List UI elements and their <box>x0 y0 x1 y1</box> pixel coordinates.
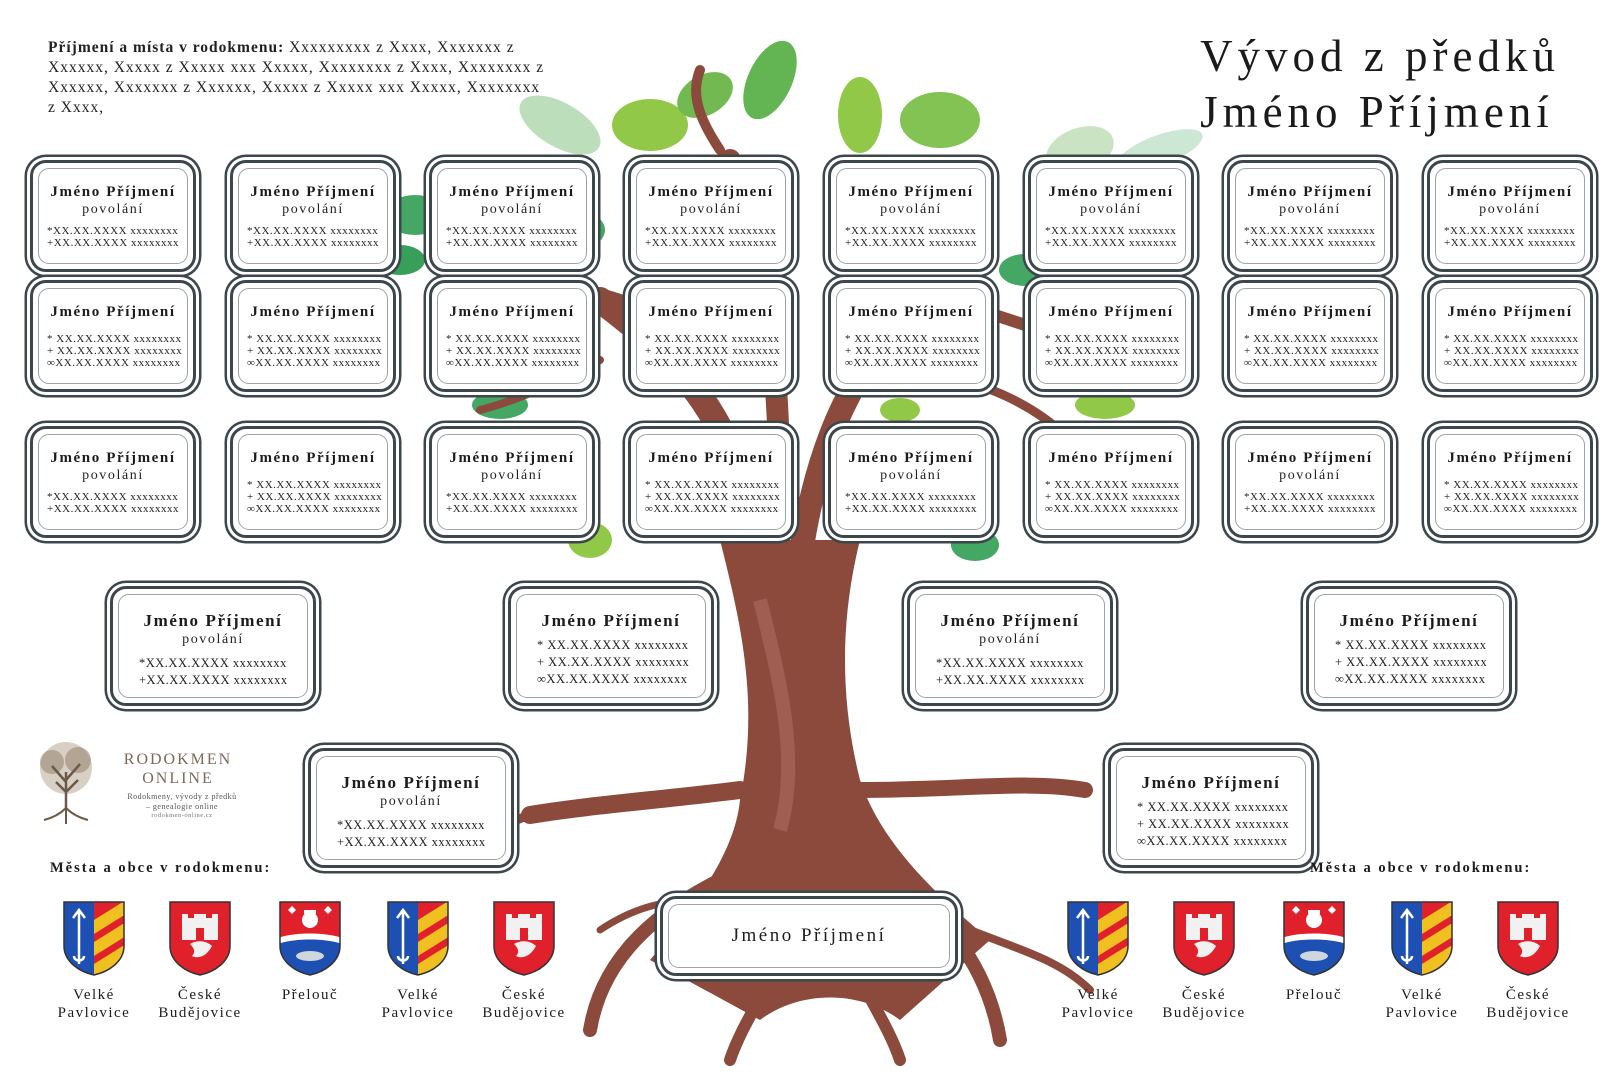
ancestor-occupation: povolání <box>82 468 144 483</box>
death-line: + XX.XX.XXXX xxxxxxxx <box>1137 817 1290 831</box>
town-crest-3 <box>260 900 360 1028</box>
death-line: + XX.XX.XXXX xxxxxxxx <box>1045 491 1181 503</box>
town-name <box>1154 986 1254 1022</box>
town-name-line-1: Velké <box>397 987 439 1003</box>
ancestor-occupation: povolání <box>680 202 742 217</box>
town-name-line-1: Přelouč <box>1285 987 1343 1003</box>
ancestor-occupation: povolání <box>380 794 442 809</box>
ancestor-card-gen4-13 <box>828 280 994 392</box>
town-name <box>150 986 250 1022</box>
marriage-line: ∞XX.XX.XXXX xxxxxxxx <box>47 357 181 369</box>
marriage-line: ∞XX.XX.XXXX xxxxxxxx <box>247 357 381 369</box>
marriage-line: ∞XX.XX.XXXX xxxxxxxx <box>845 357 979 369</box>
birth-line: *XX.XX.XXXX xxxxxxxx <box>247 225 379 237</box>
town-crest-5 <box>474 900 574 1028</box>
parent-card-father <box>308 748 514 868</box>
marriage-line: ∞XX.XX.XXXX xxxxxxxx <box>1045 503 1179 515</box>
ancestor-card-gen3-6 <box>1028 426 1194 538</box>
birth-line: * XX.XX.XXXX xxxxxxxx <box>47 333 182 345</box>
birth-line: *XX.XX.XXXX xxxxxxxx <box>47 491 179 503</box>
death-line: + XX.XX.XXXX xxxxxxxx <box>247 491 383 503</box>
birth-line: *XX.XX.XXXX xxxxxxxx <box>1244 491 1376 503</box>
town-crest-9 <box>1372 900 1472 1028</box>
ancestor-name: Jméno Příjmení <box>1339 611 1479 630</box>
death-line: +XX.XX.XXXX xxxxxxxx <box>936 673 1085 687</box>
town-name <box>474 986 574 1022</box>
ancestor-card-gen4-10 <box>230 280 396 392</box>
town-name-line-2: Budějovice <box>158 1005 242 1021</box>
ancestor-card-gen2-1 <box>110 586 316 706</box>
ancestor-occupation: povolání <box>282 202 344 217</box>
tree-logo-icon <box>30 738 102 826</box>
ancestor-card-gen2-2 <box>508 586 714 706</box>
surnames-label: Příjmení a místa v rodokmenu: <box>48 39 285 56</box>
death-line: +XX.XX.XXXX xxxxxxxx <box>337 835 486 849</box>
ancestor-name: Jméno Příjmení <box>1048 184 1174 200</box>
ancestor-occupation: povolání <box>1080 202 1142 217</box>
ancestor-name: Jméno Příjmení <box>1447 450 1573 466</box>
death-line: + XX.XX.XXXX xxxxxxxx <box>1335 655 1488 669</box>
town-name-line-2: Pavlovice <box>1061 1005 1135 1021</box>
birth-line: * XX.XX.XXXX xxxxxxxx <box>1444 333 1579 345</box>
ancestor-name: Jméno Příjmení <box>648 184 774 200</box>
ancestor-name: Jméno Příjmení <box>648 450 774 466</box>
ancestor-name: Jméno Příjmení <box>50 450 176 466</box>
velke-pavlovice-crest-icon <box>1066 900 1130 976</box>
town-name-line-2: Budějovice <box>1162 1005 1246 1021</box>
surnames-list <box>48 38 548 118</box>
birth-line: *XX.XX.XXXX xxxxxxxx <box>446 491 578 503</box>
marriage-line: ∞XX.XX.XXXX xxxxxxxx <box>446 357 580 369</box>
town-name <box>1478 986 1578 1022</box>
death-line: + XX.XX.XXXX xxxxxxxx <box>1444 491 1580 503</box>
ancestor-name: Jméno Příjmení <box>50 304 176 320</box>
ancestor-name: Jméno Příjmení <box>1247 304 1373 320</box>
town-name <box>1372 986 1472 1022</box>
ancestor-card-gen4-9 <box>30 280 196 392</box>
birth-line: * XX.XX.XXXX xxxxxxxx <box>446 333 581 345</box>
town-name-line-2: Pavlovice <box>1385 1005 1459 1021</box>
death-line: + XX.XX.XXXX xxxxxxxx <box>1045 345 1181 357</box>
logo-title-line-2: ONLINE <box>142 770 214 787</box>
ancestor-card-gen4-3 <box>429 160 595 272</box>
death-line: +XX.XX.XXXX xxxxxxxx <box>446 237 579 249</box>
ancestor-card-gen3-3 <box>429 426 595 538</box>
ancestor-name: Jméno Příjmení <box>449 304 575 320</box>
ancestor-name: Jméno Příjmení <box>250 450 376 466</box>
towns-label-left: Města a obce v rodokmenu: <box>50 860 272 876</box>
birth-line: * XX.XX.XXXX xxxxxxxx <box>645 479 780 491</box>
death-line: + XX.XX.XXXX xxxxxxxx <box>645 345 781 357</box>
birth-line: * XX.XX.XXXX xxxxxxxx <box>247 479 382 491</box>
birth-line: * XX.XX.XXXX xxxxxxxx <box>1045 479 1180 491</box>
death-line: +XX.XX.XXXX xxxxxxxx <box>446 503 579 515</box>
death-line: +XX.XX.XXXX xxxxxxxx <box>645 237 778 249</box>
death-line: + XX.XX.XXXX xxxxxxxx <box>1444 345 1580 357</box>
logo-subtitle <box>112 792 252 821</box>
death-line: +XX.XX.XXXX xxxxxxxx <box>47 503 180 515</box>
root-person-name: Jméno Příjmení <box>731 925 887 946</box>
ceske-budejovice-crest-icon <box>1172 900 1236 976</box>
birth-line: *XX.XX.XXXX xxxxxxxx <box>47 225 179 237</box>
ancestor-name: Jméno Příjmení <box>1447 184 1573 200</box>
logo-subtitle-line-1: Rodokmeny, vývody z předků <box>127 792 237 801</box>
town-name-line-2: Budějovice <box>482 1005 566 1021</box>
prelouc-crest-icon <box>1282 900 1346 976</box>
ancestor-name: Jméno Příjmení <box>1048 304 1174 320</box>
ancestor-card-gen4-11 <box>429 280 595 392</box>
birth-line: * XX.XX.XXXX xxxxxxxx <box>537 638 689 652</box>
town-name-line-1: České <box>177 987 223 1003</box>
death-line: +XX.XX.XXXX xxxxxxxx <box>845 503 978 515</box>
marriage-line: ∞XX.XX.XXXX xxxxxxxx <box>645 503 779 515</box>
ancestor-card-gen4-6 <box>1028 160 1194 272</box>
town-name-line-1: Velké <box>1077 987 1119 1003</box>
ancestor-card-gen3-7 <box>1227 426 1393 538</box>
ancestor-name: Jméno Příjmení <box>541 611 681 630</box>
death-line: + XX.XX.XXXX xxxxxxxx <box>645 491 781 503</box>
ancestor-occupation: povolání <box>1279 468 1341 483</box>
velke-pavlovice-crest-icon <box>62 900 126 976</box>
town-crest-8 <box>1264 900 1364 1028</box>
ancestor-card-gen3-1 <box>30 426 196 538</box>
town-name-line-2: Budějovice <box>1486 1005 1570 1021</box>
towns-label-right: Města a obce v rodokmenu: <box>1310 860 1532 876</box>
death-line: +XX.XX.XXXX xxxxxxxx <box>139 673 288 687</box>
ancestor-occupation: povolání <box>979 632 1041 647</box>
town-name-line-1: Velké <box>73 987 115 1003</box>
ancestor-card-gen4-16 <box>1427 280 1593 392</box>
ceske-budejovice-crest-icon <box>1496 900 1560 976</box>
ancestor-card-gen4-1 <box>30 160 196 272</box>
death-line: + XX.XX.XXXX xxxxxxxx <box>247 345 383 357</box>
marriage-line: ∞XX.XX.XXXX xxxxxxxx <box>645 357 779 369</box>
birth-line: * XX.XX.XXXX xxxxxxxx <box>247 333 382 345</box>
town-name-line-1: České <box>501 987 547 1003</box>
ancestor-card-gen4-4 <box>628 160 794 272</box>
town-name <box>1264 986 1364 1004</box>
ancestor-card-gen3-5 <box>828 426 994 538</box>
ancestor-occupation: povolání <box>481 202 543 217</box>
death-line: +XX.XX.XXXX xxxxxxxx <box>247 237 380 249</box>
death-line: +XX.XX.XXXX xxxxxxxx <box>1244 237 1377 249</box>
death-line: + XX.XX.XXXX xxxxxxxx <box>537 655 690 669</box>
death-line: + XX.XX.XXXX xxxxxxxx <box>47 345 183 357</box>
ancestor-card-gen4-2 <box>230 160 396 272</box>
ancestor-card-gen4-12 <box>628 280 794 392</box>
death-line: + XX.XX.XXXX xxxxxxxx <box>446 345 582 357</box>
birth-line: * XX.XX.XXXX xxxxxxxx <box>645 333 780 345</box>
ceske-budejovice-crest-icon <box>492 900 556 976</box>
ancestor-occupation: povolání <box>880 202 942 217</box>
birth-line: * XX.XX.XXXX xxxxxxxx <box>1244 333 1379 345</box>
parent-card-mother <box>1108 748 1314 868</box>
marriage-line: ∞XX.XX.XXXX xxxxxxxx <box>537 672 688 686</box>
marriage-line: ∞XX.XX.XXXX xxxxxxxx <box>1244 357 1378 369</box>
town-name-line-2: Pavlovice <box>381 1005 455 1021</box>
ancestor-name: Jméno Příjmení <box>250 304 376 320</box>
ancestor-name: Jméno Příjmení <box>449 184 575 200</box>
death-line: +XX.XX.XXXX xxxxxxxx <box>1045 237 1178 249</box>
death-line: + XX.XX.XXXX xxxxxxxx <box>1244 345 1380 357</box>
marriage-line: ∞XX.XX.XXXX xxxxxxxx <box>1335 672 1486 686</box>
ancestor-name: Jméno Příjmení <box>250 184 376 200</box>
birth-line: *XX.XX.XXXX xxxxxxxx <box>845 491 977 503</box>
death-line: +XX.XX.XXXX xxxxxxxx <box>1444 237 1577 249</box>
town-name <box>368 986 468 1022</box>
birth-line: * XX.XX.XXXX xxxxxxxx <box>845 333 980 345</box>
ancestor-card-gen3-2 <box>230 426 396 538</box>
root-person-card <box>660 896 958 976</box>
ancestor-name: Jméno Příjmení <box>648 304 774 320</box>
birth-line: *XX.XX.XXXX xxxxxxxx <box>1244 225 1376 237</box>
birth-line: *XX.XX.XXXX xxxxxxxx <box>645 225 777 237</box>
velke-pavlovice-crest-icon <box>386 900 450 976</box>
ancestor-occupation: povolání <box>82 202 144 217</box>
ancestor-name: Jméno Příjmení <box>449 450 575 466</box>
ancestor-occupation: povolání <box>880 468 942 483</box>
ancestor-name: Jméno Příjmení <box>848 184 974 200</box>
town-name-line-2: Pavlovice <box>57 1005 131 1021</box>
ancestor-occupation: povolání <box>1279 202 1341 217</box>
ancestor-name: Jméno Příjmení <box>1447 304 1573 320</box>
ancestor-name: Jméno Příjmení <box>143 611 283 630</box>
marriage-line: ∞XX.XX.XXXX xxxxxxxx <box>1444 503 1578 515</box>
logo-subtitle-line-2: – genealogie online <box>145 801 219 811</box>
logo-title <box>104 750 252 788</box>
birth-line: *XX.XX.XXXX xxxxxxxx <box>446 225 578 237</box>
ancestor-card-gen2-3 <box>907 586 1113 706</box>
town-crest-10 <box>1478 900 1578 1028</box>
ancestor-name: Jméno Příjmení <box>940 611 1080 630</box>
ancestor-name: Jméno Příjmení <box>341 773 481 792</box>
rodokmen-online-logo <box>30 738 250 828</box>
marriage-line: ∞XX.XX.XXXX xxxxxxxx <box>1444 357 1578 369</box>
town-crest-7 <box>1154 900 1254 1028</box>
birth-line: *XX.XX.XXXX xxxxxxxx <box>139 656 287 670</box>
ancestor-card-gen4-14 <box>1028 280 1194 392</box>
town-name <box>44 986 144 1022</box>
ancestor-name: Jméno Příjmení <box>1048 450 1174 466</box>
marriage-line: ∞XX.XX.XXXX xxxxxxxx <box>247 503 381 515</box>
town-crest-6 <box>1048 900 1148 1028</box>
town-name-line-1: České <box>1505 987 1551 1003</box>
birth-line: *XX.XX.XXXX xxxxxxxx <box>936 656 1084 670</box>
ancestor-name: Jméno Příjmení <box>848 304 974 320</box>
ancestor-name: Jméno Příjmení <box>848 450 974 466</box>
death-line: +XX.XX.XXXX xxxxxxxx <box>1244 503 1377 515</box>
birth-line: *XX.XX.XXXX xxxxxxxx <box>1444 225 1576 237</box>
ancestor-name: Jméno Příjmení <box>1141 773 1281 792</box>
ancestor-card-gen3-8 <box>1427 426 1593 538</box>
title-line-1: Vývod z předků <box>1200 31 1560 81</box>
ancestor-card-gen4-8 <box>1427 160 1593 272</box>
town-crest-1 <box>44 900 144 1028</box>
prelouc-crest-icon <box>278 900 342 976</box>
birth-line: * XX.XX.XXXX xxxxxxxx <box>1045 333 1180 345</box>
birth-line: * XX.XX.XXXX xxxxxxxx <box>1335 638 1487 652</box>
death-line: +XX.XX.XXXX xxxxxxxx <box>845 237 978 249</box>
ancestor-occupation: povolání <box>481 468 543 483</box>
birth-line: *XX.XX.XXXX xxxxxxxx <box>845 225 977 237</box>
town-crest-4 <box>368 900 468 1028</box>
ceske-budejovice-crest-icon <box>168 900 232 976</box>
ancestor-card-gen4-5 <box>828 160 994 272</box>
ancestor-occupation: povolání <box>182 632 244 647</box>
ancestor-card-gen4-7 <box>1227 160 1393 272</box>
death-line: + XX.XX.XXXX xxxxxxxx <box>845 345 981 357</box>
ancestor-card-gen4-15 <box>1227 280 1393 392</box>
page-title <box>1200 28 1560 140</box>
title-line-2: Jméno Příjmení <box>1200 87 1554 137</box>
birth-line: * XX.XX.XXXX xxxxxxxx <box>1137 800 1289 814</box>
logo-title-line-1: RODOKMEN <box>123 751 233 768</box>
town-name-line-1: Velké <box>1401 987 1443 1003</box>
ancestor-name: Jméno Příjmení <box>1247 450 1373 466</box>
ancestor-card-gen2-4 <box>1306 586 1512 706</box>
town-name-line-1: České <box>1181 987 1227 1003</box>
marriage-line: ∞XX.XX.XXXX xxxxxxxx <box>1137 834 1288 848</box>
ancestor-card-gen3-4 <box>628 426 794 538</box>
logo-url: rodokmen-online.cz <box>151 812 213 819</box>
ancestor-name: Jméno Příjmení <box>50 184 176 200</box>
town-name <box>1048 986 1148 1022</box>
birth-line: *XX.XX.XXXX xxxxxxxx <box>337 818 485 832</box>
velke-pavlovice-crest-icon <box>1390 900 1454 976</box>
town-name <box>260 986 360 1004</box>
marriage-line: ∞XX.XX.XXXX xxxxxxxx <box>1045 357 1179 369</box>
surnames-text: Xxxxxxxxx z Xxxx, Xxxxxxx z Xxxxxx, Xxxxx z Xxxxx xxx Xxxxx, Xxxxxxxx z Xxxx, Xxxxxxxx z Xxxxxx, Xxxxxxx z Xxxxxx, Xxxxx z Xxxxx xxx Xxxxx, Xxxxxxxx z Xxxx, <box>48 39 545 116</box>
birth-line: *XX.XX.XXXX xxxxxxxx <box>1045 225 1177 237</box>
ancestor-occupation: povolání <box>1479 202 1541 217</box>
town-crest-2 <box>150 900 250 1028</box>
ancestor-name: Jméno Příjmení <box>1247 184 1373 200</box>
death-line: +XX.XX.XXXX xxxxxxxx <box>47 237 180 249</box>
birth-line: * XX.XX.XXXX xxxxxxxx <box>1444 479 1579 491</box>
town-name-line-1: Přelouč <box>281 987 339 1003</box>
